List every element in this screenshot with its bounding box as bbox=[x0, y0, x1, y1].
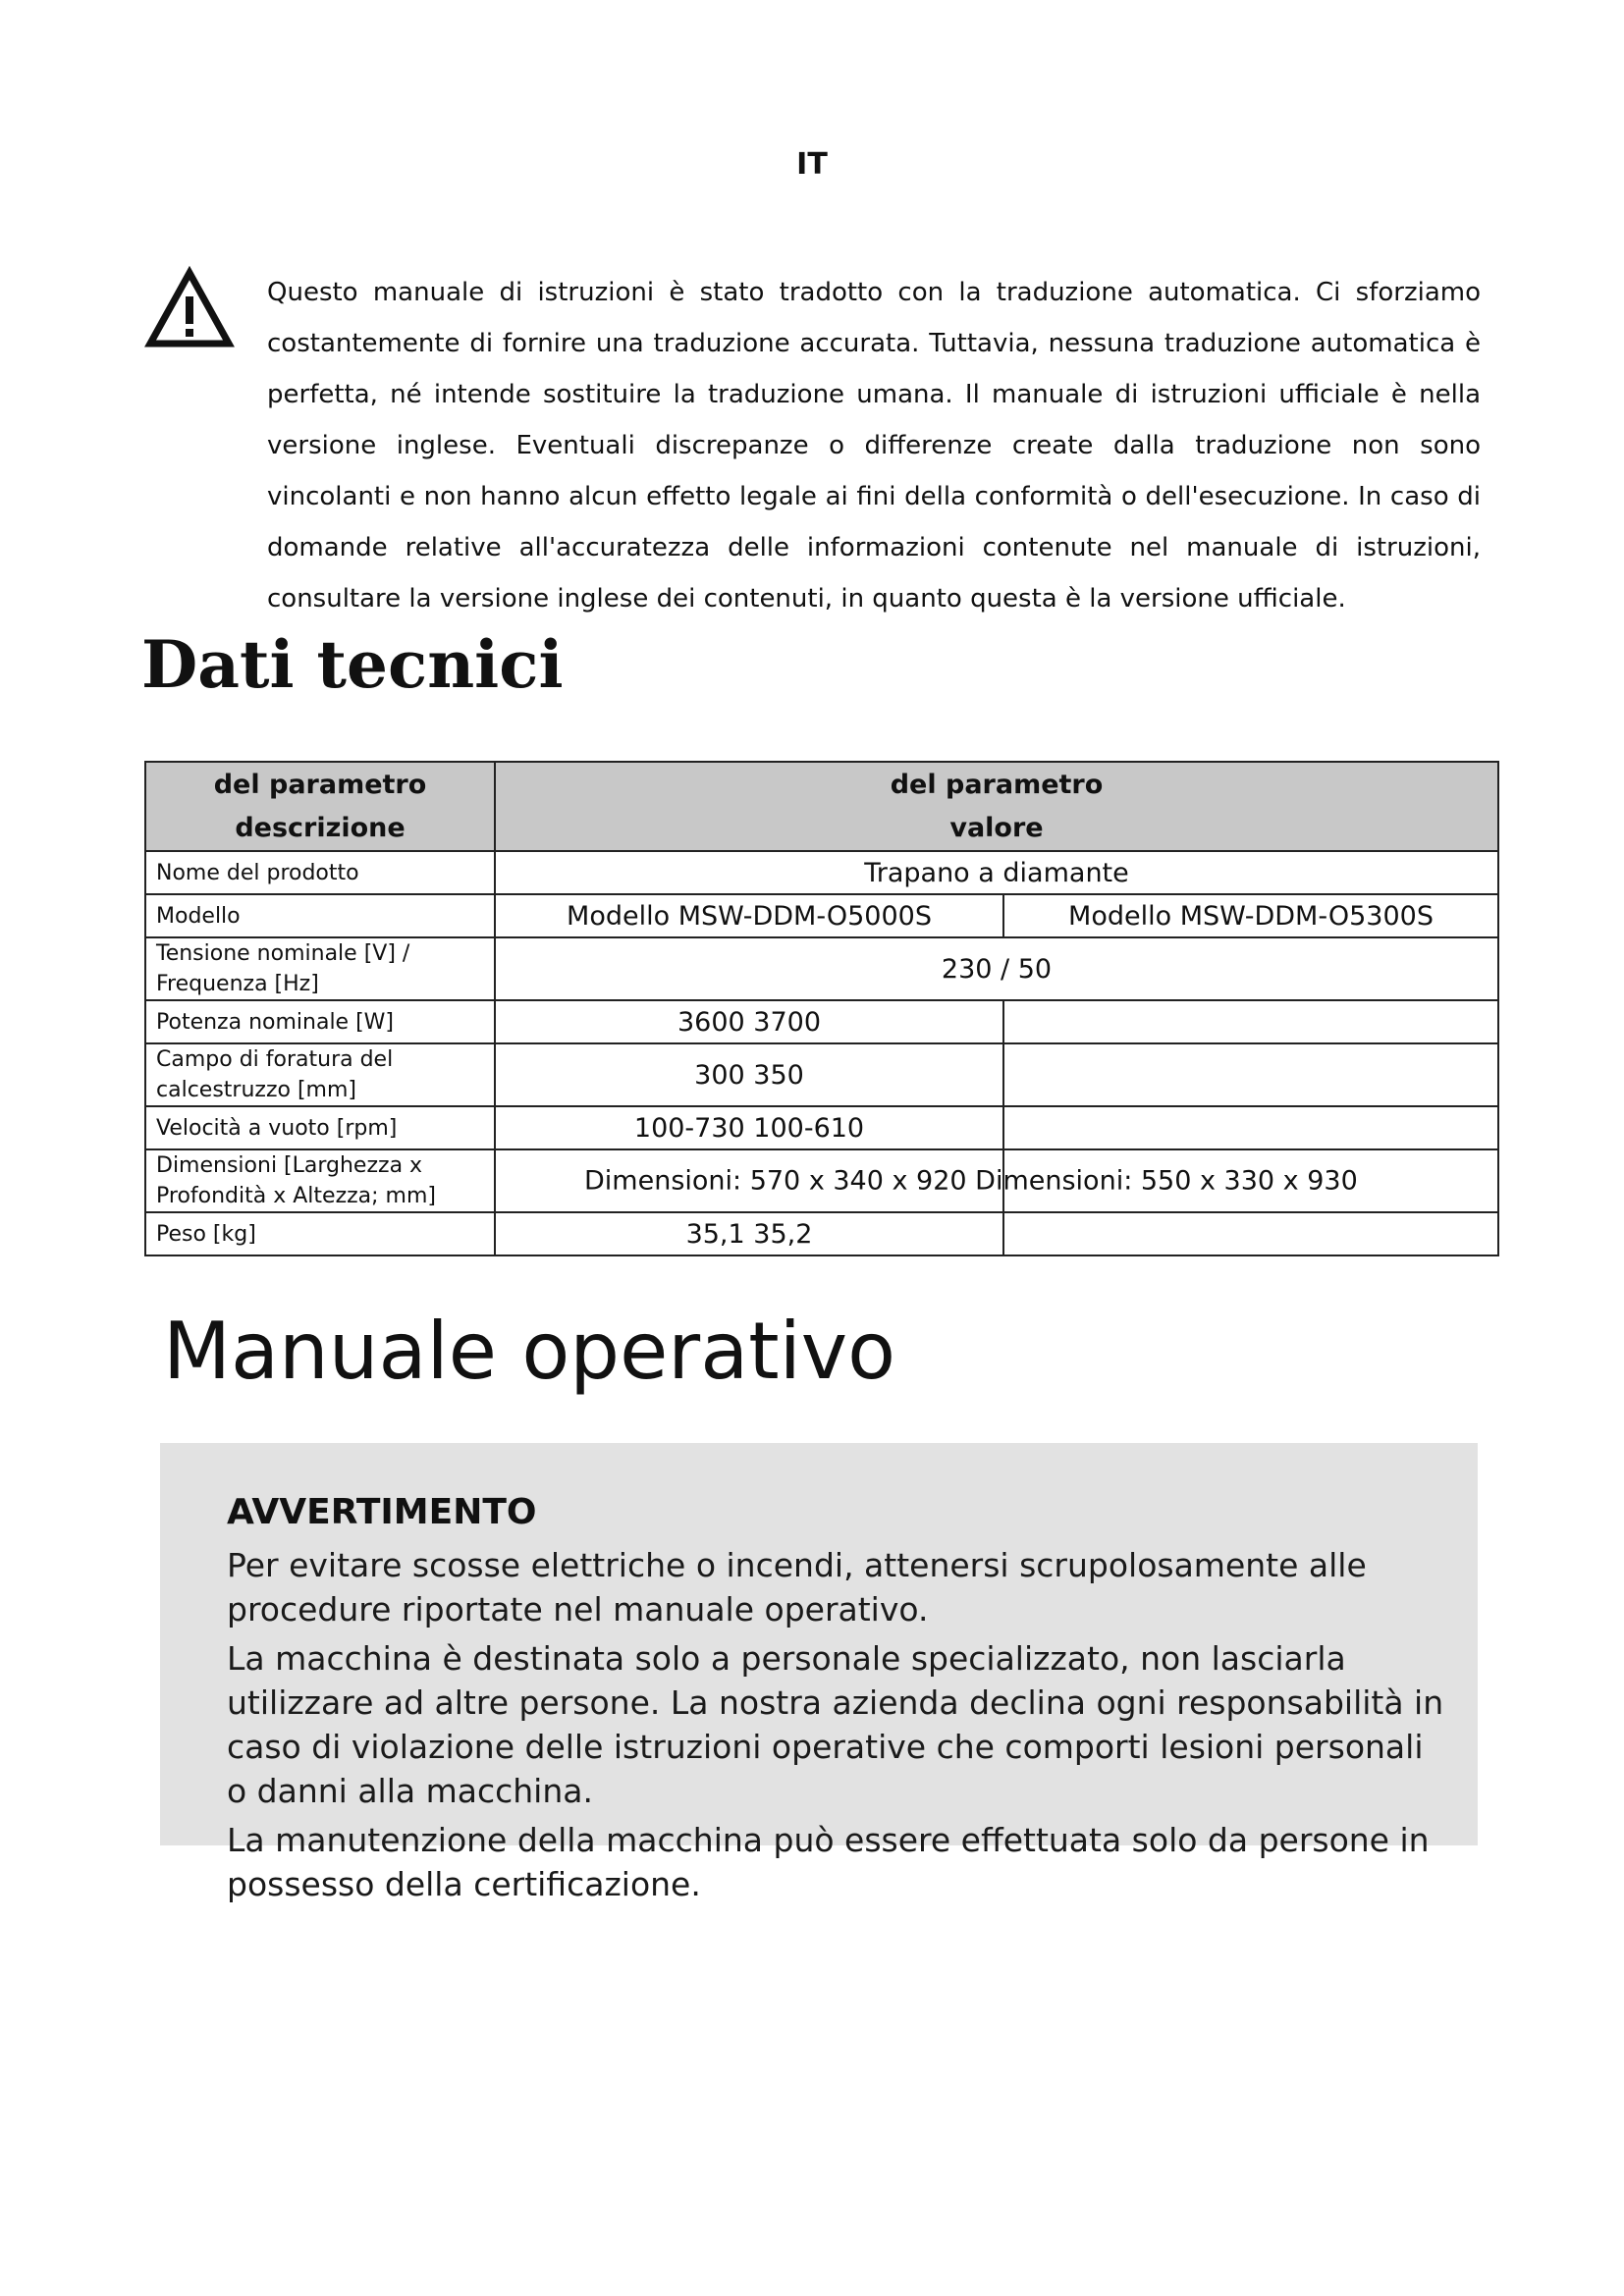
cell-label: Velocità a vuoto [rpm] bbox=[145, 1106, 495, 1149]
header-param-description bbox=[145, 762, 495, 851]
cell-empty bbox=[1003, 1043, 1498, 1106]
technical-data-table bbox=[144, 761, 1499, 1256]
cell-empty bbox=[1003, 1212, 1498, 1255]
table-row-drilling-range bbox=[145, 1043, 1498, 1106]
cell-label: Potenza nominale [W] bbox=[145, 1000, 495, 1043]
table-row-weight bbox=[145, 1212, 1498, 1255]
cell-value: 35,1 35,2 bbox=[495, 1212, 1003, 1255]
cell-value-model-a: Modello MSW-DDM-O5000S bbox=[495, 894, 1003, 937]
table-row-power bbox=[145, 1000, 1498, 1043]
cell-value-overflow bbox=[495, 1149, 1358, 1212]
warning-paragraph: Per evitare scosse elettriche o incendi, attenersi scrupolosamente alle procedure riportate nel manuale operativo. bbox=[227, 1546, 1367, 1629]
cell-label: Dimensioni [Larghezza x Profondità x Altezza; mm] bbox=[145, 1149, 495, 1212]
warning-paragraph: La macchina è destinata solo a personale specializzato, non lasciarla utilizzare ad altre persone. La nostra azienda declina ogni responsabilità in caso di violazione delle istruzioni operative che comporti lesioni personali o danni alla macchina. bbox=[227, 1639, 1444, 1810]
cell-value: 300 350 bbox=[495, 1043, 1003, 1106]
warning-title: AVVERTIMENTO bbox=[227, 1492, 537, 1532]
table-row-model bbox=[145, 894, 1498, 937]
table-row-voltage bbox=[145, 937, 1498, 1000]
header-param-line1: del parametro bbox=[213, 769, 427, 800]
dimensions-value-text: Dimensioni: 570 x 340 x 920 Dimensioni: 550 x 330 x 930 bbox=[584, 1165, 1358, 1197]
translation-disclaimer: Questo manuale di istruzioni è stato tradotto con la traduzione automatica. Ci sforziamo costantemente di fornire una traduzione accurata. Tuttavia, nessuna traduzione automatica è perfetta, né intende sostituire la traduzione umana. Il manuale di istruzioni ufficiale è nella versione inglese. Eventuali discrepanze o differenze create dalla traduzione non sono vincolanti e non hanno alcun effetto legale ai fini della conformità o dell'esecuzione. In caso di domande relative all'accuratezza delle informazioni contenute nel manuale di istruzioni, consultare la versione inglese dei contenuti, in quanto questa è la versione ufficiale. bbox=[267, 278, 1481, 614]
header-param-line2: descrizione bbox=[235, 812, 406, 843]
table-row-dimensions bbox=[145, 1149, 1498, 1212]
section-title-operating-manual: Manuale operativo bbox=[163, 1306, 896, 1397]
cell-label: Nome del prodotto bbox=[145, 851, 495, 894]
table-row-product-name bbox=[145, 851, 1498, 894]
cell-value-model-b: Modello MSW-DDM-O5300S bbox=[1003, 894, 1498, 937]
header-value-line1: del parametro bbox=[890, 769, 1104, 800]
cell-label: Peso [kg] bbox=[145, 1212, 495, 1255]
section-title-technical-data: Dati tecnici bbox=[141, 626, 564, 703]
cell-value: Trapano a diamante bbox=[495, 851, 1498, 894]
cell-empty bbox=[1003, 1000, 1498, 1043]
cell-label: Tensione nominale [V] / Frequenza [Hz] bbox=[145, 937, 495, 1000]
header-value-line2: valore bbox=[949, 812, 1044, 843]
warning-triangle-icon bbox=[145, 267, 234, 351]
table-row-idle-speed bbox=[145, 1106, 1498, 1149]
cell-label: Modello bbox=[145, 894, 495, 937]
cell-label: Campo di foratura del calcestruzzo [mm] bbox=[145, 1043, 495, 1106]
table-header-row bbox=[145, 762, 1498, 851]
language-label: IT bbox=[796, 147, 828, 182]
cell-value: 100-730 100-610 bbox=[495, 1106, 1003, 1149]
cell-value: 230 / 50 bbox=[495, 937, 1498, 1000]
cell-empty bbox=[1003, 1106, 1498, 1149]
cell-value: 3600 3700 bbox=[495, 1000, 1003, 1043]
warning-box bbox=[160, 1443, 1478, 1903]
warning-paragraph: La manutenzione della macchina può essere effettuata solo da persone in possesso della certificazione. bbox=[227, 1821, 1430, 1903]
warning-body bbox=[227, 1543, 1444, 1911]
header-param-value bbox=[495, 762, 1498, 851]
